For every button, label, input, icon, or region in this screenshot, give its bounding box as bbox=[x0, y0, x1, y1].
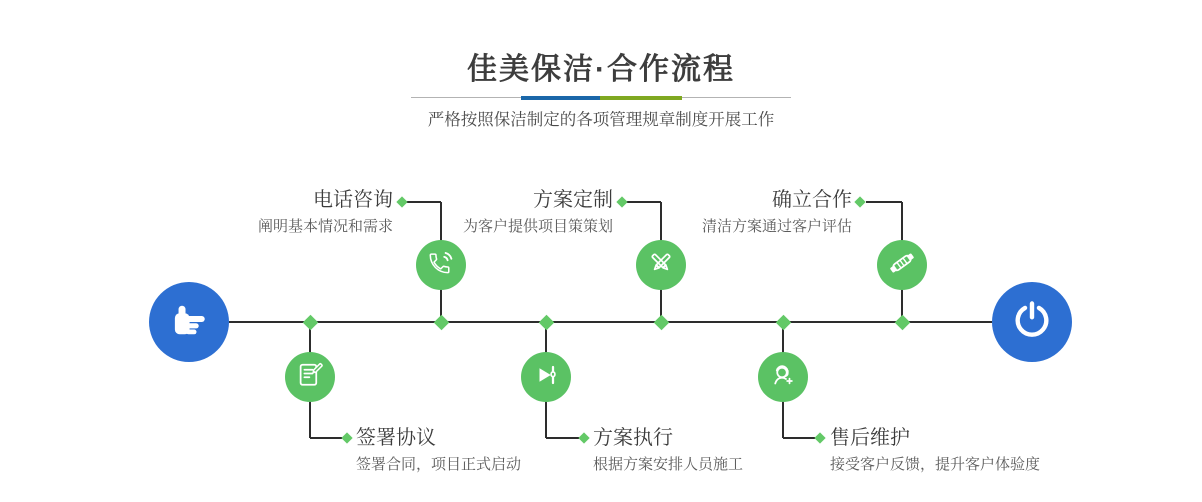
step-label bbox=[356, 425, 521, 475]
label-diamond-marker bbox=[616, 196, 627, 207]
label-diamond-marker bbox=[814, 432, 825, 443]
step-description: 根据方案安排人员施工 bbox=[593, 456, 744, 473]
page-subtitle: 严格按照保洁制定的各项管理规章制度开展工作 bbox=[427, 111, 775, 129]
page-title: 佳美保洁·合作流程 bbox=[467, 53, 735, 86]
title-divider bbox=[411, 95, 791, 100]
timeline-start-node bbox=[149, 282, 229, 362]
pointing-hand-icon bbox=[167, 298, 211, 347]
step-icon-circle bbox=[285, 352, 335, 402]
step-icon-circle bbox=[521, 352, 571, 402]
step-icon-circle bbox=[636, 240, 686, 290]
step-description: 接受客户反馈，提升客户体验度 bbox=[830, 456, 1041, 473]
timeline-main-line bbox=[229, 321, 992, 323]
timeline-end-node bbox=[992, 282, 1072, 362]
step-title: 确立合作 bbox=[772, 189, 852, 211]
label-diamond-marker bbox=[578, 432, 589, 443]
step-title: 签署协议 bbox=[356, 427, 436, 449]
label-diamond-marker bbox=[854, 196, 865, 207]
step-icon-circle bbox=[416, 240, 466, 290]
step-label bbox=[702, 187, 852, 237]
pencil-design-icon bbox=[646, 248, 676, 283]
step-description: 为客户提供项目策策划 bbox=[462, 218, 613, 235]
step-label bbox=[463, 187, 613, 237]
connector-line bbox=[626, 201, 661, 203]
step-icon-circle bbox=[877, 240, 927, 290]
step-label bbox=[593, 425, 743, 475]
connector-line bbox=[546, 437, 579, 439]
step-label bbox=[258, 187, 393, 237]
handshake-icon bbox=[887, 248, 917, 283]
step-description: 签署合同，项目正式启动 bbox=[356, 456, 522, 473]
step-title: 售后维护 bbox=[830, 427, 910, 449]
step-description: 清洁方案通过客户评估 bbox=[701, 218, 852, 235]
step-label bbox=[830, 425, 1040, 475]
timeline-diamond-node bbox=[653, 314, 669, 330]
step-icon-circle bbox=[758, 352, 808, 402]
timeline-diamond-node bbox=[538, 314, 554, 330]
step-title: 方案执行 bbox=[593, 427, 673, 449]
phone-icon bbox=[426, 248, 456, 283]
play-execute-icon bbox=[531, 360, 561, 395]
contract-sign-icon bbox=[295, 360, 325, 395]
timeline-diamond-node bbox=[433, 314, 449, 330]
customer-service-icon bbox=[768, 360, 798, 395]
connector-line bbox=[783, 437, 815, 439]
label-diamond-marker bbox=[396, 196, 407, 207]
connector-line bbox=[406, 201, 441, 203]
label-diamond-marker bbox=[341, 432, 352, 443]
connector-line bbox=[866, 201, 902, 203]
step-description: 阐明基本情况和需求 bbox=[257, 218, 393, 235]
timeline-diamond-node bbox=[894, 314, 910, 330]
power-icon bbox=[1010, 298, 1054, 347]
divider-green-segment bbox=[600, 96, 682, 100]
timeline-diamond-node bbox=[775, 314, 791, 330]
timeline-diamond-node bbox=[302, 314, 318, 330]
step-title: 电话咨询 bbox=[313, 189, 393, 211]
step-title: 方案定制 bbox=[533, 189, 613, 211]
divider-blue-segment bbox=[521, 96, 600, 100]
connector-line bbox=[310, 437, 342, 439]
